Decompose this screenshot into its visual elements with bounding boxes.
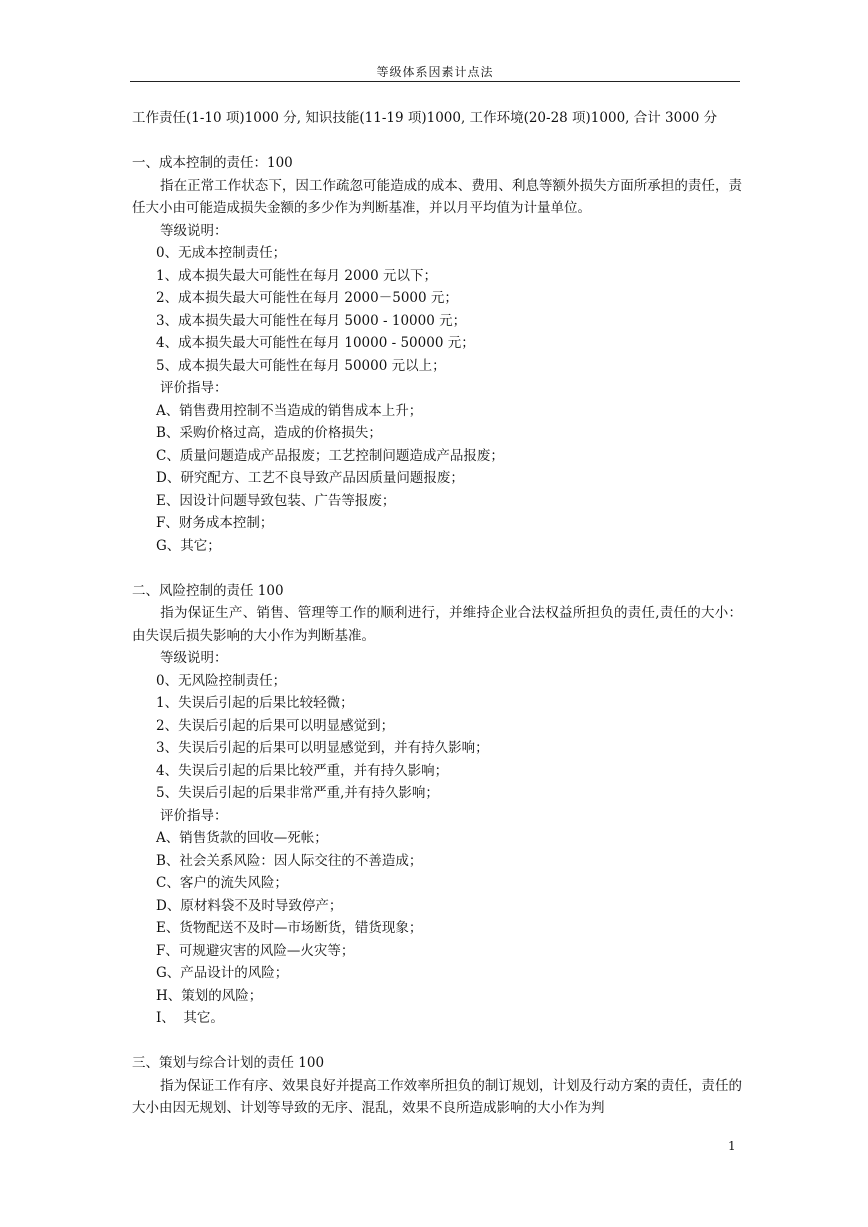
description-text: 指为保证生产、销售、管理等工作的顺利进行，并维持企业合法权益所担负的责任,责任的大小：由失误后损失影响的大小作为判断基准。	[132, 605, 742, 644]
guide-item: A、销售货款的回收—死帐；	[156, 830, 328, 846]
guide-label: 评价指导：	[160, 807, 228, 824]
guide-item: D、原材料袋不及时导致停产；	[156, 897, 343, 914]
level-item: 2、成本损失最大可能性在每月 2000－5000 元；	[156, 290, 458, 306]
page-number: 1	[728, 1139, 736, 1153]
summary-line: 工作责任(1-10 项)1000 分, 知识技能(11-19 项)1000, 工作环境(20-28 项)1000, 合计 3000 分	[132, 110, 718, 126]
running-header: 等级体系因素计点法	[376, 65, 494, 79]
guide-item: C、质量问题造成产品报废；工艺控制问题造成产品报废；	[156, 447, 504, 464]
section-description	[132, 602, 742, 647]
document-body	[132, 107, 742, 1120]
guide-item: G、其它；	[156, 537, 221, 554]
guide-item: H、策划的风险；	[156, 987, 263, 1004]
guide-item: I、 其它。	[156, 1010, 224, 1026]
header-rule	[130, 81, 740, 82]
guide-label: 评价指导：	[160, 380, 228, 396]
guide-item: E、货物配送不及时—市场断货，错货现象；	[156, 920, 423, 936]
guide-item: D、研究配方、工艺不良导致产品因质量问题报废；	[156, 470, 464, 486]
level-item: 0、无成本控制责任；	[156, 245, 287, 261]
description-text: 指在正常工作状态下，因工作疏忽可能造成的成本、费用、利息等额外损失方面所承担的责任，责任大小由可能造成损失金额的多少作为判断基准，并以月平均值为计量单位。	[132, 177, 742, 216]
level-item: 0、无风险控制责任；	[156, 672, 287, 689]
guide-item: C、客户的流失风险；	[156, 875, 288, 891]
guide-item: B、社会关系风险：因人际交往的不善造成；	[156, 852, 423, 869]
spacer	[132, 130, 742, 153]
spacer	[132, 557, 742, 580]
spacer	[132, 1030, 742, 1053]
section-title: 二、风险控制的责任 100	[132, 582, 284, 599]
level-item: 2、失误后引起的后果可以明显感觉到；	[156, 717, 395, 734]
guide-item: F、可规避灾害的风险—火灾等；	[156, 942, 355, 959]
guide-item: A、销售费用控制不当造成的销售成本上升；	[156, 402, 423, 419]
section-description	[132, 175, 742, 220]
guide-item: G、产品设计的风险；	[156, 965, 289, 981]
guide-item: B、采购价格过高，造成的价格损失；	[156, 425, 382, 441]
level-item: 5、成本损失最大可能性在每月 50000 元以上；	[156, 357, 446, 374]
level-item: 3、失误后引起的后果可以明显感觉到，并有持久影响；	[156, 740, 489, 756]
guide-item: F、财务成本控制；	[156, 515, 274, 531]
section-description	[132, 1075, 742, 1120]
level-item: 4、成本损失最大可能性在每月 10000 - 50000 元；	[156, 335, 475, 351]
level-item: 1、失误后引起的后果比较轻微；	[156, 695, 354, 711]
level-item: 4、失误后引起的后果比较严重，并有持久影响；	[156, 762, 449, 779]
level-item: 5、失误后引起的后果非常严重,并有持久影响；	[156, 785, 439, 801]
levels-label: 等级说明：	[160, 650, 228, 666]
section-title: 一、成本控制的责任：100	[132, 155, 293, 171]
levels-label: 等级说明：	[160, 222, 228, 239]
guide-item: E、因设计问题导致包装、广告等报废；	[156, 492, 396, 509]
section-title: 三、策划与综合计划的责任 100	[132, 1055, 325, 1071]
level-item: 1、成本损失最大可能性在每月 2000 元以下；	[156, 267, 438, 284]
description-text: 指为保证工作有序、效果良好并提高工作效率所担负的制订规划，计划及行动方案的责任，责任的大小由因无规划、计划等导致的无序、混乱，效果不良所造成影响的大小作为判	[132, 1077, 742, 1116]
level-item: 3、成本损失最大可能性在每月 5000 - 10000 元；	[156, 312, 467, 329]
